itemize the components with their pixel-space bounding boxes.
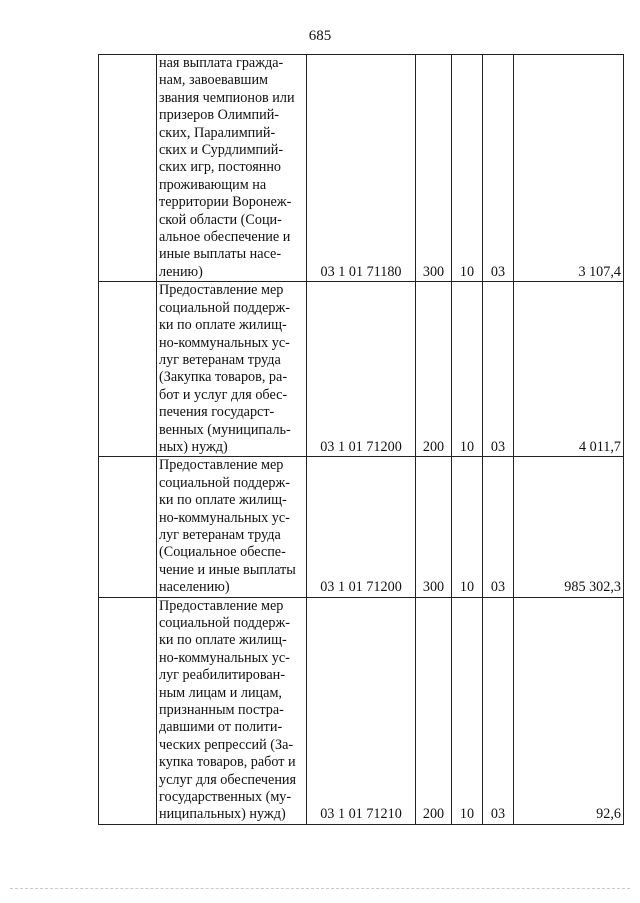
amount-cell: 3 107,4: [514, 55, 624, 282]
expense-name-line: чение и иные выплаты: [159, 561, 296, 578]
expense-name-line: ным лицам и лицам,: [159, 684, 282, 701]
amount-cell: 985 302,3: [514, 457, 624, 597]
page-number: 685: [308, 28, 332, 44]
expense-name-line: социальной поддерж-: [159, 299, 291, 316]
subsection-cell: 03: [483, 457, 514, 597]
expense-name-line: нам, завоевавшим: [159, 72, 269, 89]
section-cell: 10: [452, 457, 483, 597]
expense-name-line: ских игр, постоянно: [159, 159, 281, 176]
expense-name-line: но-коммунальных ус-: [159, 334, 290, 351]
expense-name-line: Предоставление мер: [159, 597, 284, 614]
section-cell: 10: [452, 282, 483, 457]
expense-name-line: луг реабилитирован-: [159, 667, 285, 684]
expense-name-line: лению): [159, 263, 203, 280]
amount-cell: 4 011,7: [514, 282, 624, 457]
footer-divider: [10, 888, 630, 889]
expense-name-line: ниципальных) нужд): [159, 806, 286, 823]
target-code-cell: 03 1 01 71200: [307, 282, 416, 457]
expense-name-line: ная выплата гражда-: [159, 55, 284, 71]
expense-name-line: давшими от полити-: [159, 719, 283, 736]
target-code-cell: 03 1 01 71210: [307, 597, 416, 824]
row-number-cell: [99, 597, 157, 824]
section-cell: 10: [452, 597, 483, 824]
expense-type-cell: 200: [416, 597, 452, 824]
expense-name-line: купка товаров, работ и: [159, 754, 296, 771]
expense-name-line: Предоставление мер: [159, 282, 284, 299]
expense-name-line: ки по оплате жилищ-: [159, 317, 287, 334]
expense-name-line: (Социальное обеспе-: [159, 544, 286, 561]
row-number-cell: [99, 55, 157, 282]
expense-name-line: венных (муниципаль-: [159, 421, 291, 438]
expense-name-line: ки по оплате жилищ-: [159, 492, 287, 509]
expense-name-line: звания чемпионов или: [159, 89, 295, 106]
subsection-cell: 03: [483, 55, 514, 282]
expense-name-line: призеров Олимпий-: [159, 107, 280, 124]
expense-name-line: государственных (му-: [159, 789, 292, 806]
expense-name-line: социальной поддерж-: [159, 615, 291, 631]
subsection-cell: 03: [483, 282, 514, 457]
expense-name-line: территории Воронеж-: [159, 194, 292, 211]
expense-name-line: иные выплаты насе-: [159, 246, 282, 263]
expense-name-line: проживающим на: [159, 176, 267, 193]
expense-name-line: социальной поддерж-: [159, 474, 291, 491]
expense-name-line: (Закупка товаров, ра-: [159, 369, 288, 386]
expense-name-line: признанным постра-: [159, 702, 284, 719]
expense-name-cell: [157, 282, 307, 457]
expense-name-line: ских, Паралимпий-: [159, 124, 276, 141]
table-row: [99, 282, 624, 457]
expense-name-cell: [157, 457, 307, 597]
expense-name-line: населению): [159, 579, 230, 596]
expense-name-line: печения государст-: [159, 404, 275, 421]
row-number-cell: [99, 457, 157, 597]
expense-name-cell: [157, 55, 307, 282]
expense-name-line: но-коммунальных ус-: [159, 649, 290, 666]
expense-name-line: Предоставление мер: [159, 457, 284, 474]
expense-name-line: ческих репрессий (За-: [159, 736, 294, 753]
expense-name-line: ской области (Соци-: [159, 211, 282, 228]
expense-type-cell: 300: [416, 55, 452, 282]
expense-name-line: но-коммунальных ус-: [159, 509, 290, 526]
row-number-cell: [99, 282, 157, 457]
expense-type-cell: 300: [416, 457, 452, 597]
table-row: [99, 597, 624, 824]
table-row: [99, 55, 624, 282]
target-code-cell: 03 1 01 71180: [307, 55, 416, 282]
table-row: [99, 457, 624, 597]
expense-name-cell: [157, 597, 307, 824]
subsection-cell: 03: [483, 597, 514, 824]
expense-name-line: луг ветеранам труда: [159, 526, 281, 543]
amount-cell: 92,6: [514, 597, 624, 824]
section-cell: 10: [452, 55, 483, 282]
target-code-cell: 03 1 01 71200: [307, 457, 416, 597]
expense-name-line: альное обеспечение и: [159, 229, 291, 246]
budget-table: [98, 54, 624, 825]
expense-name-line: ных) нужд): [159, 438, 228, 455]
expense-type-cell: 200: [416, 282, 452, 457]
expense-name-line: ки по оплате жилищ-: [159, 632, 287, 649]
expense-name-line: луг ветеранам труда: [159, 351, 281, 368]
expense-name-line: услуг для обеспечения: [159, 771, 297, 788]
expense-name-line: ских и Сурдлимпий-: [159, 142, 284, 159]
expense-name-line: бот и услуг для обес-: [159, 386, 288, 403]
